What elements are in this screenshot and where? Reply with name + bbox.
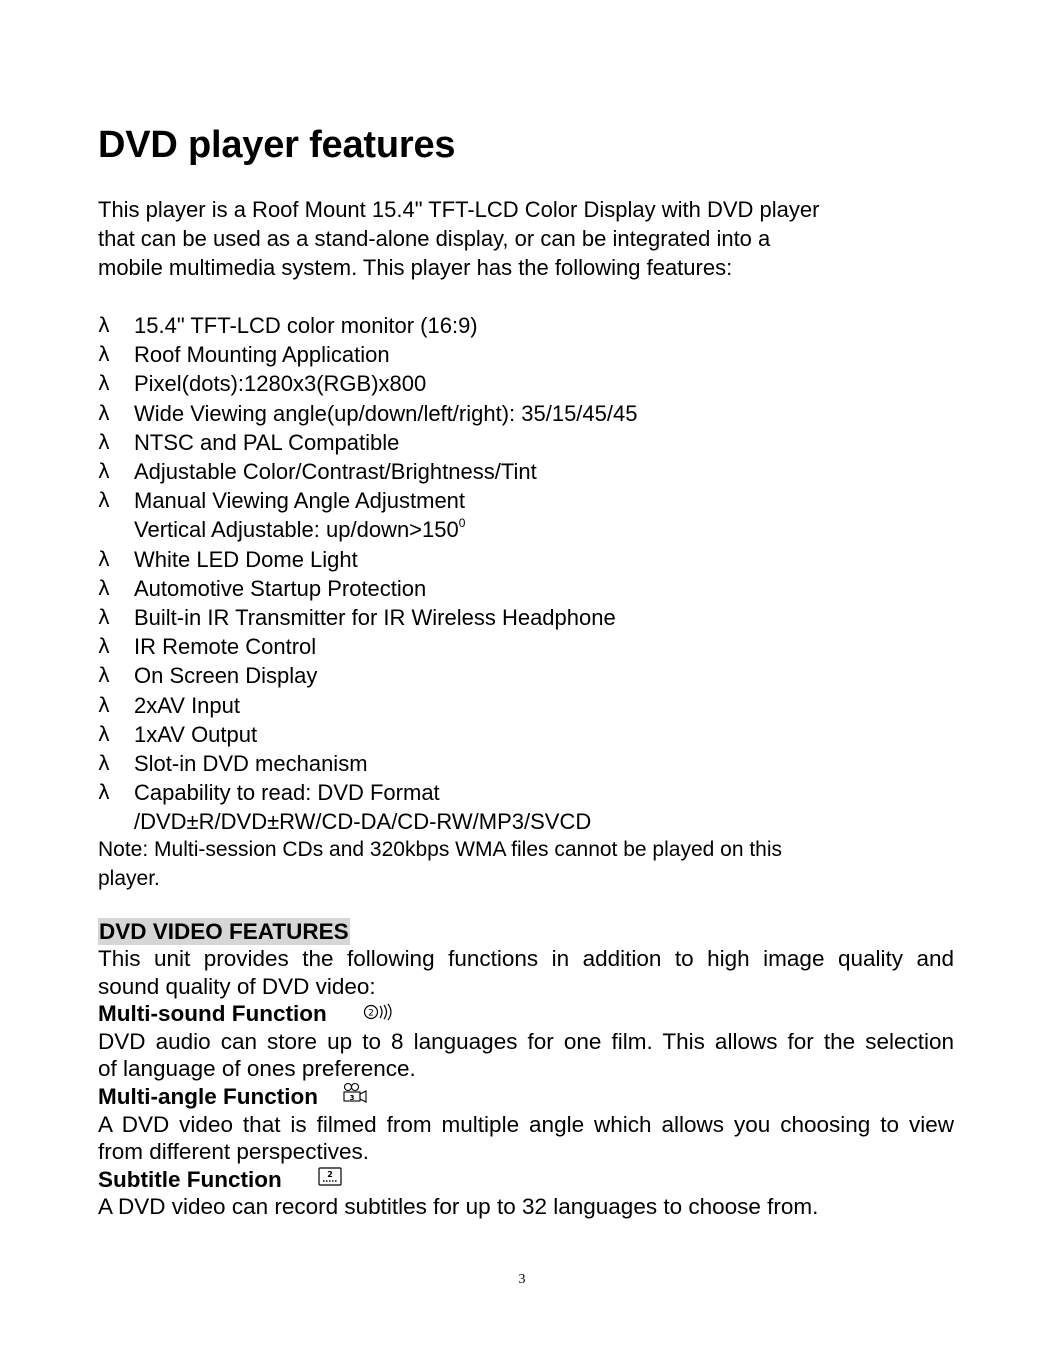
function-name: Multi-sound Function (98, 1001, 327, 1027)
feature-item (98, 369, 958, 398)
lambda-bullet-icon: λ (98, 575, 110, 600)
lambda-bullet-icon: λ (98, 751, 110, 776)
lambda-bullet-icon: λ (98, 663, 110, 688)
page-title: DVD player features (98, 124, 456, 166)
multi-sound-icon (363, 1000, 395, 1027)
feature-text: Adjustable Color/Contrast/Brightness/Tint (134, 459, 537, 485)
lambda-bullet-icon: λ (98, 692, 110, 717)
feature-item (98, 691, 958, 720)
feature-item (98, 603, 958, 632)
lambda-bullet-icon: λ (98, 605, 110, 630)
section-heading-row (98, 918, 954, 945)
feature-text: Roof Mounting Application (134, 342, 390, 368)
feature-text: Slot-in DVD mechanism (134, 751, 368, 777)
feature-text: On Screen Display (134, 663, 318, 689)
description-line: A DVD video that is filmed from multiple angle which allows you choosing to view (98, 1111, 954, 1137)
description-line: DVD audio can store up to 8 languages for one film. This allows for the selection (98, 1028, 954, 1054)
intro-line: that can be used as a stand-alone display, or can be integrated into a (98, 226, 771, 251)
feature-item (98, 311, 958, 340)
feature-item (98, 749, 958, 778)
subtitle-icon-svg (318, 1167, 344, 1187)
feature-text: Manual Viewing Angle Adjustment (134, 488, 466, 514)
feature-text: IR Remote Control (134, 634, 317, 660)
features-list (98, 311, 958, 837)
feature-text: 1xAV Output (134, 721, 258, 747)
feature-item (98, 720, 958, 749)
note-line: Note: Multi-session CDs and 320kbps WMA files cannot be played on this (98, 838, 783, 861)
feature-item (98, 778, 958, 836)
section-heading: DVD VIDEO FEATURES (99, 919, 349, 944)
dvd-video-features-section (98, 918, 954, 1220)
intro-line: This player is a Roof Mount 15.4" TFT-LCD Color Display with DVD player (98, 197, 820, 222)
section-intro (98, 945, 954, 1000)
description-line: of language of ones preference. (98, 1056, 416, 1082)
feature-item (98, 545, 958, 574)
multi-sound-heading (98, 1000, 954, 1027)
function-name: Multi-angle Function (98, 1083, 318, 1109)
function-name: Subtitle Function (98, 1166, 282, 1192)
note-paragraph (98, 835, 958, 893)
lambda-bullet-icon: λ (98, 400, 110, 425)
svg-text:3: 3 (349, 1094, 355, 1103)
vertical-adjust-text: Vertical Adjustable: up/down>150 (134, 517, 459, 543)
page-number: 3 (518, 1272, 526, 1287)
lambda-bullet-icon: λ (98, 429, 110, 454)
subtitle-description (98, 1193, 954, 1220)
lambda-bullet-icon: λ (98, 459, 110, 484)
svg-text:2: 2 (367, 1008, 374, 1019)
description-line: from different perspectives. (98, 1139, 369, 1165)
lambda-bullet-icon: λ (98, 721, 110, 746)
feature-item (98, 340, 958, 369)
subtitle-heading (98, 1166, 954, 1193)
feature-item (98, 457, 958, 486)
subtitle-icon (318, 1166, 344, 1193)
feature-text: Capability to read: DVD Format (134, 780, 440, 806)
feature-text: White LED Dome Light (134, 546, 358, 572)
feature-text: Built-in IR Transmitter for IR Wireless Headphone (134, 605, 616, 631)
feature-item (98, 486, 958, 544)
feature-text: 15.4" TFT-LCD color monitor (16:9) (134, 313, 478, 338)
feature-item (98, 399, 958, 428)
feature-item (98, 661, 958, 690)
feature-text: Automotive Startup Protection (134, 575, 427, 601)
lambda-bullet-icon: λ (98, 546, 110, 571)
intro-paragraph (98, 195, 958, 282)
feature-text: Pixel(dots):1280x3(RGB)x800 (134, 371, 427, 397)
section-intro-line: sound quality of DVD video: (98, 973, 376, 999)
feature-text: NTSC and PAL Compatible (134, 429, 400, 455)
multi-angle-heading (98, 1082, 954, 1110)
lambda-bullet-icon: λ (98, 371, 110, 396)
lambda-bullet-icon: λ (98, 634, 110, 659)
feature-text: Wide Viewing angle(up/down/left/right): 35/15/45/45 (134, 400, 638, 426)
feature-item (98, 632, 958, 661)
formats-subline: /DVD±R/DVD±RW/CD-DA/CD-RW/MP3/SVCD (134, 809, 592, 835)
feature-item (98, 428, 958, 457)
feature-subline (134, 515, 958, 544)
lambda-bullet-icon: λ (98, 313, 110, 337)
feature-text: 2xAV Input (134, 692, 240, 718)
description-line: A DVD video can record subtitles for up to 32 languages to choose from. (98, 1194, 819, 1220)
lambda-bullet-icon: λ (98, 342, 110, 367)
multi-angle-camera-icon (342, 1082, 370, 1110)
multi-sound-icon-svg (363, 1003, 395, 1021)
intro-line: mobile multimedia system. This player has the following features: (98, 255, 733, 280)
multi-angle-camera-icon-svg (342, 1082, 370, 1104)
degree-superscript: 0 (458, 516, 466, 531)
feature-item (98, 574, 958, 603)
multi-sound-description (98, 1028, 954, 1083)
lambda-bullet-icon: λ (98, 488, 110, 513)
lambda-bullet-icon: λ (98, 780, 110, 805)
multi-angle-description (98, 1111, 954, 1166)
section-intro-line: This unit provides the following functions in addition to high image quality and (98, 946, 954, 972)
subtitle-icon-label: 2 (326, 1169, 333, 1179)
note-line: player. (98, 867, 160, 890)
